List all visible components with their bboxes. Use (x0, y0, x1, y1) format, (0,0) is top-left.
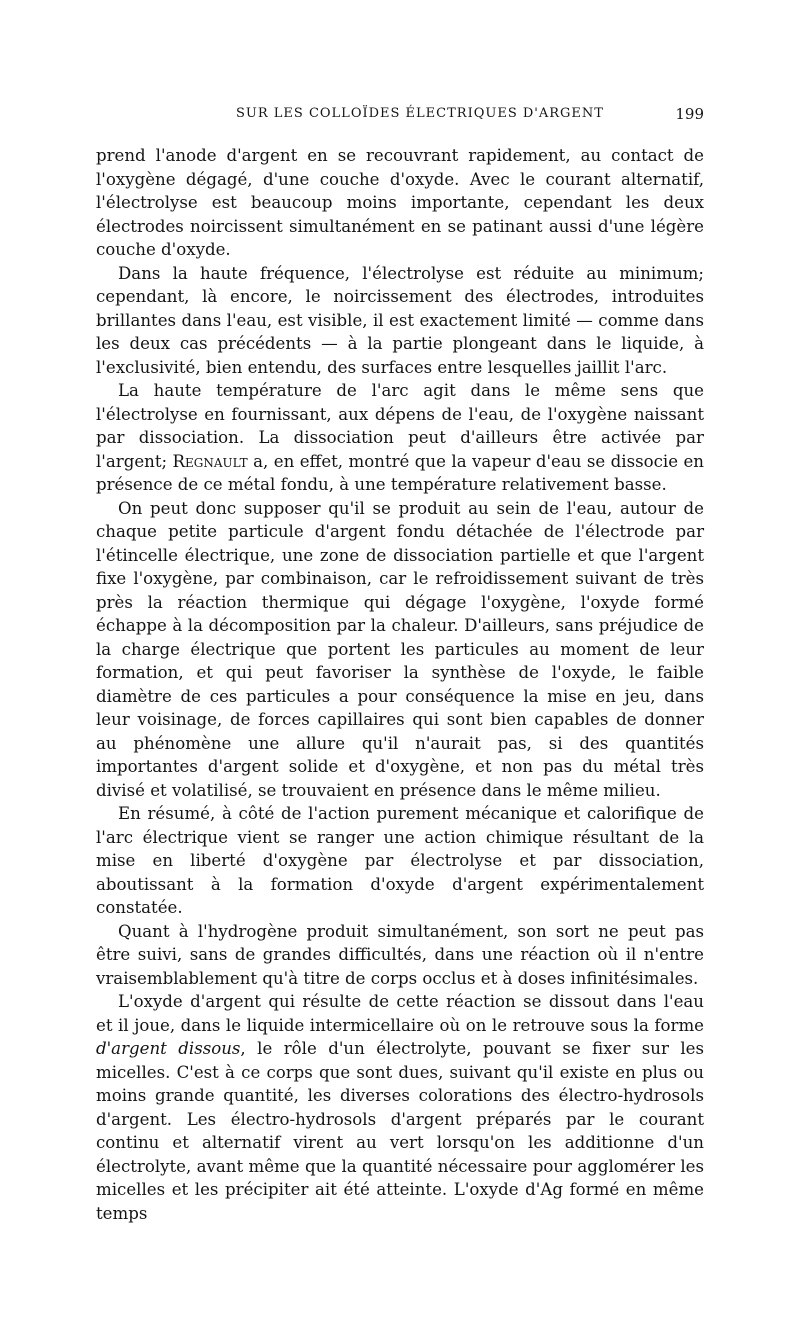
paragraph-6: Quant à l'hydrogène produit simultanément, son sort ne peut pas être suivi, sans de grandes difficultés, dans une réaction où il n'entre vraisemblablement qu'à titre de corps occlus et à doses infinitésimales. (96, 921, 704, 988)
paragraph-7 (96, 990, 704, 1225)
page-number: 199 (675, 105, 704, 123)
paragraph-7-text-b: , le rôle d'un électrolyte, pouvant se fixer sur les micelles. C'est à ce corps que sont dues, suivant qu'il existe en plus ou moins grande quantité, les diverses colorations des électro-hydrosols d'argent. Les électro-hydrosols d'argent préparés par le courant continu et alternatif virent au vert lorsqu'on les additionne d'un électrolyte, avant même que la quantité nécessaire pour agglomérer les micelles et les précipiter ait été atteinte. L'oxyde d'Ag formé en même temps (96, 1039, 704, 1223)
paragraph-1: prend l'anode d'argent en se recouvrant rapidement, au contact de l'oxygène dégagé, d'une couche d'oxyde. Avec le courant alternatif, l'électrolyse est beaucoup moins importante, cependant les deux électrodes noircissent simultanément en se patinant aussi d'une légère couche d'oxyde. (96, 146, 704, 259)
author-name-regnault: Regnault (172, 451, 248, 471)
running-title: SUR LES COLLOÏDES ÉLECTRIQUES D'ARGENT (236, 106, 604, 121)
paragraph-4: On peut donc supposer qu'il se produit au sein de l'eau, autour de chaque petite particule d'argent fondu détachée de l'électrode par l'étincelle électrique, une zone de dissociation partielle et que l'argent fixe l'oxygène, par combinaison, car le refroidissement suivant de très près la réaction thermique qui dégage l'oxygène, l'oxyde formé échappe à la décomposition par la chaleur. D'ailleurs, sans préjudice de la charge électrique que portent les particules au moment de leur formation, et qui peut favoriser la synthèse de l'oxyde, le faible diamètre de ces particules a pour conséquence la mise en jeu, dans leur voisinage, de forces capillaires qui sont bien capables de donner au phénomène une allure qu'il n'aurait pas, si des quantités importantes d'argent solide et d'oxygène, et non pas du métal très divisé et volatilisé, se trouvaient en présence dans le même milieu. (96, 498, 704, 800)
book-page (96, 100, 704, 1225)
paragraph-3 (96, 379, 704, 497)
body-text (96, 144, 704, 1225)
paragraph-2: Dans la haute fréquence, l'électrolyse est réduite au minimum; cependant, là encore, le noircissement des électrodes, introduites brillantes dans l'eau, est visible, il est exactement limité — comme dans les deux cas précédents — à la partie plongeant dans le liquide, à l'exclusivité, bien entendu, des surfaces entre lesquelles jaillit l'arc. (96, 263, 704, 377)
paragraph-3-text-a: La haute température de l'arc agit dans le même sens que l'électrolyse en fournissant, aux dépens de l'eau, de l'oxygène naissant par dissociation. La dissociation peut d'ailleurs être activée par l'argent; (96, 381, 704, 471)
running-header (96, 100, 704, 122)
paragraph-7-text-a: L'oxyde d'argent qui résulte de cette réaction se dissout dans l'eau et il joue, dans le liquide intermicellaire où on le retrouve sous la forme (96, 992, 704, 1035)
paragraph-5: En résumé, à côté de l'action purement mécanique et calorifique de l'arc électrique vient se ranger une action chimique résultant de la mise en liberté d'oxygène par électrolyse et par dissociation, aboutissant à la formation d'oxyde d'argent expérimentalement constatée. (96, 804, 704, 917)
italic-term-argent-dissous: d'argent dissous (96, 1039, 241, 1058)
paragraph-3-text-b: a, en effet, montré que la vapeur d'eau se dissocie en présence de ce métal fondu, à une température relativement basse. (96, 451, 704, 494)
